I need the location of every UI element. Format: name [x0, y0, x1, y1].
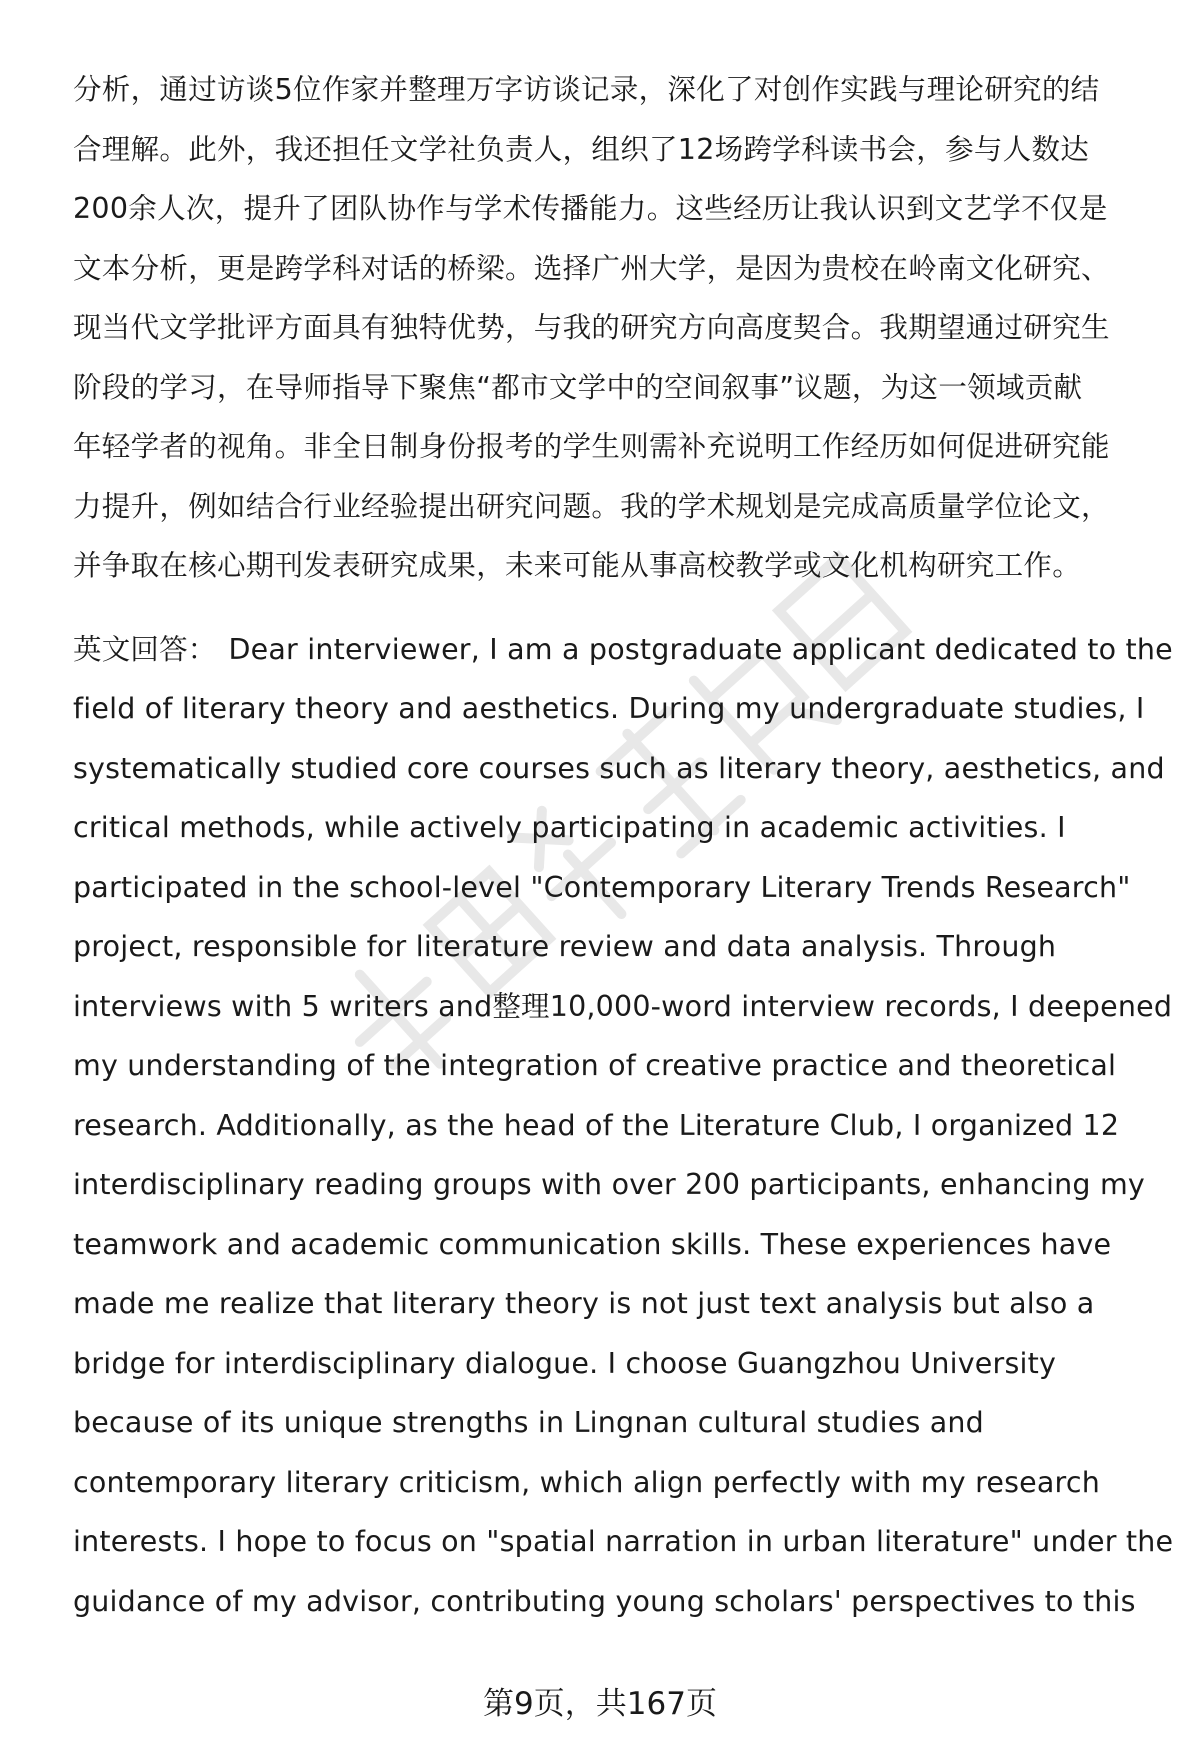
english-answer-label: 英文回答：: [73, 632, 217, 666]
text-line: 并争取在核心期刊发表研究成果，未来可能从事高校教学或文化机构研究工作。: [73, 549, 1082, 582]
text-line: 200余人次，提升了团队协作与学术传播能力。这些经历让我认识到文艺学不仅是: [73, 192, 1108, 225]
text-line: 力提升，例如结合行业经验提出研究问题。我的学术规划是完成高质量学位论文，: [73, 489, 1110, 523]
chinese-answer-paragraph: [73, 60, 1153, 596]
document-body: [73, 60, 1174, 1631]
text-line: 阶段的学习，在导师指导下聚焦“都市文学中的空间叙事”议题，为这一领域贡献: [73, 370, 1083, 404]
text-line: 现当代文学批评方面具有独特优势，与我的研究方向高度契合。我期望通过研究生: [73, 311, 1110, 344]
text-line: participated in the school-level "Contemporary Literary Trends Research": [73, 870, 1131, 904]
text-line: 文本分析，更是跨学科对话的桥梁。选择广州大学，是因为贵校在岭南文化研究、: [73, 251, 1110, 285]
text-line: teamwork and academic communication skills. These experiences have: [73, 1227, 1112, 1261]
text-line: field of literary theory and aesthetics. During my undergraduate studies, I: [73, 692, 1145, 725]
text-line: contemporary literary criticism, which align perfectly with my research: [73, 1465, 1100, 1499]
text-line: project, responsible for literature review and data analysis. Through: [73, 930, 1057, 963]
text-line: my understanding of the integration of creative practice and theoretical: [73, 1049, 1117, 1082]
english-answer-paragraph: [73, 620, 1174, 1632]
text-line: interviews with 5 writers and整理10,000-word interview records, I deepened: [73, 989, 1173, 1023]
text-line: interdisciplinary reading groups with over 200 participants, enhancing my: [73, 1168, 1145, 1201]
text-line: because of its unique strengths in Lingnan cultural studies and: [73, 1406, 984, 1439]
text-line: [73, 620, 1173, 680]
text-line: made me realize that literary theory is not just text analysis but also a: [73, 1287, 1095, 1320]
text-line: 合理解。此外，我还担任文学社负责人，组织了12场跨学科读书会，参与人数达: [73, 132, 1090, 166]
text-line: 分析，通过访谈5位作家并整理万字访谈记录，深化了对创作实践与理论研究的结: [73, 73, 1100, 106]
text-line: research. Additionally, as the head of the Literature Club, I organized 12: [73, 1108, 1120, 1142]
text-line: interests. I hope to focus on "spatial narration in urban literature" under the: [73, 1525, 1174, 1558]
text-line: guidance of my advisor, contributing young scholars' perspectives to this: [73, 1584, 1136, 1618]
text-line: critical methods, while actively participating in academic activities. I: [73, 811, 1066, 844]
page-number: 第9页，共167页: [483, 1686, 717, 1722]
text-line-content: Dear interviewer, I am a postgraduate applicant dedicated to the: [228, 632, 1173, 666]
text-line: bridge for interdisciplinary dialogue. I choose Guangzhou University: [73, 1346, 1057, 1380]
text-line: 年轻学者的视角。非全日制身份报考的学生则需补充说明工作经历如何促进研究能: [73, 430, 1110, 463]
text-line: systematically studied core courses such as literary theory, aesthetics, and: [73, 751, 1165, 785]
